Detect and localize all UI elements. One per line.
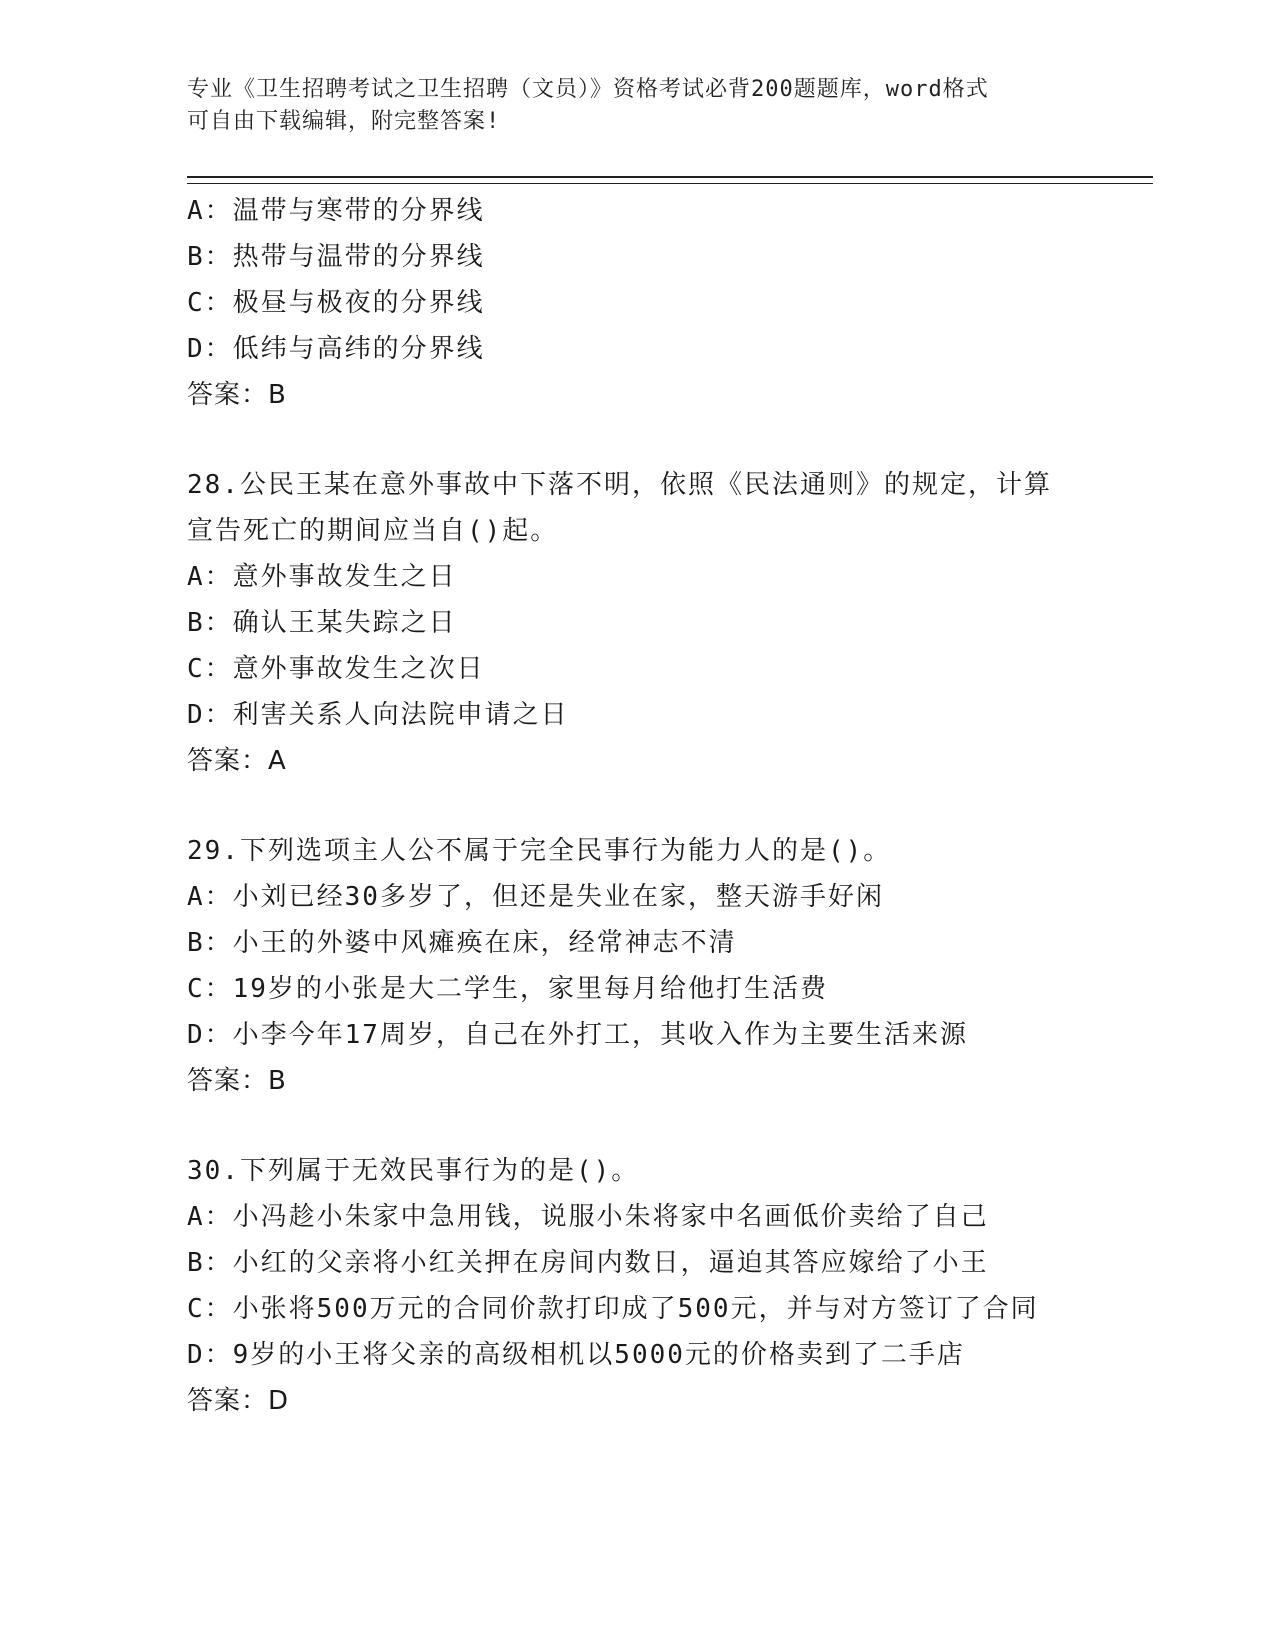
answer: 答案：D bbox=[187, 1386, 290, 1416]
header-line-1: 专业《卫生招聘考试之卫生招聘（文员）》资格考试必背200题题库，word格式 bbox=[187, 77, 989, 102]
question-27 bbox=[187, 188, 1187, 418]
answer: 答案：B bbox=[187, 380, 287, 410]
question-28 bbox=[187, 462, 1187, 784]
answer: 答案：A bbox=[187, 746, 287, 776]
option-d: D：利害关系人向法院申请之日 bbox=[187, 700, 569, 730]
header-divider bbox=[187, 176, 1153, 184]
question-stem: 30.下列属于无效民事行为的是()。 bbox=[187, 1156, 640, 1186]
option-b: B：小王的外婆中风瘫痪在床，经常神志不清 bbox=[187, 928, 737, 958]
option-a: A：意外事故发生之日 bbox=[187, 562, 457, 592]
answer: 答案：B bbox=[187, 1066, 287, 1096]
option-b: B：热带与温带的分界线 bbox=[187, 242, 485, 272]
option-d: D：小李今年17周岁，自己在外打工，其收入作为主要生活来源 bbox=[187, 1020, 968, 1050]
question-30 bbox=[187, 1148, 1187, 1424]
question-29 bbox=[187, 828, 1187, 1104]
question-stem: 28.公民王某在意外事故中下落不明，依照《民法通则》的规定，计算 bbox=[187, 470, 1052, 500]
option-b: B：小红的父亲将小红关押在房间内数日，逼迫其答应嫁给了小王 bbox=[187, 1248, 989, 1278]
option-d: D：9岁的小王将父亲的高级相机以5000元的价格卖到了二手店 bbox=[187, 1340, 965, 1370]
option-c: C：意外事故发生之次日 bbox=[187, 654, 485, 684]
option-c: C：19岁的小张是大二学生，家里每月给他打生活费 bbox=[187, 974, 828, 1004]
spacer bbox=[187, 418, 1187, 462]
option-a: A：温带与寒带的分界线 bbox=[187, 196, 485, 226]
spacer bbox=[187, 1104, 1187, 1148]
option-c: C：小张将500万元的合同价款打印成了500元，并与对方签订了合同 bbox=[187, 1294, 1039, 1324]
spacer bbox=[187, 784, 1187, 828]
question-list bbox=[187, 188, 1187, 1424]
option-c: C：极昼与极夜的分界线 bbox=[187, 288, 485, 318]
question-stem: 29.下列选项主人公不属于完全民事行为能力人的是()。 bbox=[187, 836, 892, 866]
option-a: A：小刘已经30多岁了，但还是失业在家，整天游手好闲 bbox=[187, 882, 884, 912]
header-line-2: 可自由下载编辑，附完整答案! bbox=[187, 109, 501, 134]
question-stem-continued: 宣告死亡的期间应当自()起。 bbox=[187, 516, 559, 546]
option-b: B：确认王某失踪之日 bbox=[187, 608, 457, 638]
option-d: D：低纬与高纬的分界线 bbox=[187, 334, 485, 364]
option-a: A：小冯趁小朱家中急用钱，说服小朱将家中名画低价卖给了自己 bbox=[187, 1202, 989, 1232]
document-header bbox=[187, 74, 1087, 138]
